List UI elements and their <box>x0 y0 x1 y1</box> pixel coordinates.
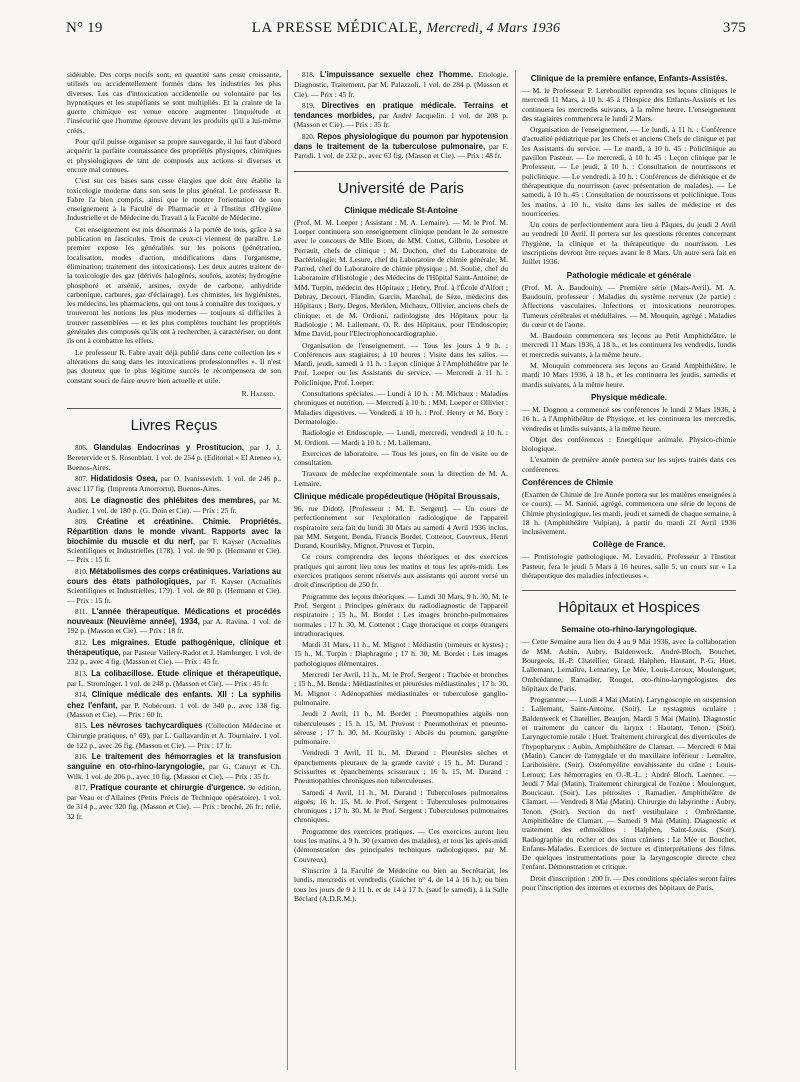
book-entry <box>67 638 281 667</box>
book-title: Les migraines. Etude pathogénique, clinique et thérapeutique, <box>67 637 281 658</box>
book-entry <box>67 721 281 750</box>
book-title: Le diagnostic des phlébites des membres, <box>91 495 256 505</box>
paragraph: — Protistologie pathologique. M. Levaditi, Professeur à l'Institut Pasteur, fera le jeudi 5 Mars à 16 heures, salle 5, un cours sur « La thérapeutique des maladies infectieuses ». <box>522 552 736 581</box>
book-title: Clinique médicale des enfants. XII : La syphilis chez l'enfant, <box>67 690 281 710</box>
paragraph: Samedi 4 Avril, 11 h., M. Durand : Tuberculoses pulmonaires aiguës; 16 h. 15, M. le Prof. Sergent : Tuberculoses pulmonaires chroniques ; 17 h. 30, M. le Prof. Sergent : Tuberculoses pulmonaires chroniques. <box>294 787 508 825</box>
book-number: 810. <box>75 567 88 576</box>
book-entry <box>67 567 281 605</box>
st-antoine-text <box>294 218 508 488</box>
paragraph: S'inscrire à la Faculté de Médecine ou bien au Secrétariat, les lundis, mercredis et vendredis (Guichet n° 4, de 14 à 16 h.); ou bien tous les jours de 9 à 11 h. et de 14 à 17 h. (sauf le samedi), à la Salle Béclard (A.D.R.M.). <box>294 865 508 903</box>
broussais-heading: Clinique médicale propédeutique (Hôpital Broussais, <box>294 491 500 501</box>
page-header <box>66 18 746 42</box>
broussais-text <box>294 504 508 903</box>
book-list <box>67 443 281 821</box>
book-details: par F. Parodi. 1 vol. de 232 p., avec 63 fig. (Masson et Cie). — Prix : 48 fr. <box>294 142 508 161</box>
paragraph: Consultations spéciales. — Lundi à 10 h. : M. Michaux : Maladies chroniques et nutrition. — Mercredi à 10 h. : MM. Loeper et Ollivier : Maladies digestives. — Vendredi à 10 h. : Prof. Henry et M. Bory : Dermatologie. <box>294 389 508 426</box>
book-details: Etiologie, Diagnostic, Traitement, par M. Palazzoli. 1 vol. de 284 p. (Masson et Cie). — Prix : 45 fr. <box>294 70 508 99</box>
book-details: par F. Kayser (Actualités Scientifiques et Industrielles (178). 1 vol. de 90 p. (Hermann et Cie). — Prix : 15 fr. <box>67 536 281 565</box>
paragraph: (Prof. M. M. Loeper ; Assistant : M. A. Lemaire). — M. le Prof. M. Loeper continuera son enseignement clinique pendant le 2e semestre avec le concours de Mlle Biom, de MM. Cottet, Gilbrin, Lesobre et Perrault, chefs de clinique ; M. Duchon, chef du Laboratoire de Bactériologie; M. Lesure, chef du Laboratoire de chimie générale; M. Parrod, chef du Laboratoire de chimie physique ; M. Soulié, chef du Laboratoire d'Histologie ; des Médecins de l'Hôpital Saint-Antoine; de MM. Turpin, médecin des Hôpitaux ; Henry, Prof. à l'École d'Alfort ; Debray, Decourt, Flandin, Garcin, Marchal, de Sèze, médecins des Hôpitaux ; Bory, Degos, Merklen, Michaux, Ollivier, anciens chefs de clinique; et de M. Ordioni, radiologiste des Hôpitaux pour la Radiologie ; M. Lallemant, O. R. des Hôpitaux, pour l'Endoscopie; Mme David, pour l'Electrophonocardiographie. <box>294 217 508 339</box>
paragraph: Un cours de perfectionnement aura lieu à Pâques, du jeudi 2 Avril au vendredi 10 Avril. Il portera sur les questions récentes concernant l'hygiène, la clinique et la thérapeutique du nourrisson. Les inscriptions devront être reçues avant le 8 Mars. Un autre sera fait en Juillet 1936. <box>522 220 736 267</box>
livres-recus-heading: Livres Reçus <box>67 408 281 435</box>
paragraph: Programme des exercices pratiques. — Ces exercices auront lieu tous les matins, à 9 h. 30 (examen des malades), et tous les après-midi (démonstration des principales techniques radiologiques, par M. Couvreux). <box>294 826 508 864</box>
book-details: 9e édition, par Veau et d'Allaines (Petits Précis de Technique opératoire). 1 vol. de 314 p., avec 320 fig. (Masson et Cie). — Prix : broché, 26 fr.; relié, 32 fr. <box>67 782 281 821</box>
paragraph: L'examen de première année portera sur les sujets traités dans ces conférences. <box>522 455 736 474</box>
book-number: 814. <box>75 691 88 700</box>
paragraph: — Cette Semaine aura lieu du 4 au 9 Mai 1936, avec la collaboration de MM. Aubin, Aubry, Baldenweck, André-Bloch, Bouchet, Bourgeois, H.-P. Chatellier, Girard, Halphen, Hautant, P.-G. Huet, Lallemant, Lemaître, Lemariey, Le Mée, Louis-Leroux, Moulonguet, Ombrédanne, Ramadier, Rouget, oto-rhino-laryngologistes des hôpitaux de Paris. <box>522 637 736 693</box>
paragraph: (Examen de Chimie de 1re Année portera sur les matières enseignées à ce cours). — M. Sannié, agrégé, commencera une série de leçons de Chimie physiologique, les mardi, jeudi et samedi de chaque semaine, à 18 h. (Amphithéâtre Vulpian), à partir du mardi 21 Avril 1936 inclusivement. <box>522 489 736 537</box>
book-entry <box>67 474 281 494</box>
book-entry <box>67 783 281 821</box>
column-left <box>67 70 281 1075</box>
page-number: 375 <box>722 20 746 36</box>
book-details: par André Jacquelin. 1 vol. de 208 p. (Masson et Cie). — Prix : 35 fr. <box>294 111 508 130</box>
book-number: 815. <box>75 722 88 731</box>
physique-heading: Physique médicale. <box>591 392 667 402</box>
book-title: Pratique courante et chirurgie d'urgence. <box>90 782 246 792</box>
book-list <box>294 70 508 161</box>
book-details: par Pasteur Vallery-Radot et J. Hamburger. 1 vol. de 232 p., avec 4 fig. (Masson et Cie). — Prix : 45 fr. <box>67 648 281 667</box>
book-title: Repos physiologique du poumon par hypotension dans le traitement de la tuberculose pulmonaire, <box>294 131 508 152</box>
book-number: 812. <box>75 638 88 647</box>
book-entry <box>294 70 508 99</box>
review-signature: R. Hazard. <box>241 388 275 398</box>
paragraph: 96, rue Didot). [Professeur : M. E. Sergent]. — Un cours de perfectionnement sur l'exploration radiologique de l'appareil respiratoire sera fait du lundi 30 Mars au samedi 4 Avril 1936 inclus, par MM. Sergent, Benda, Francis Bordet, Cottenot, Couvreux, Henri Durand, Kourilsky, Mignot, Pruvost et Turpin. <box>294 503 508 551</box>
column-right <box>522 70 736 1075</box>
book-details: par L. Strominger. 1 vol. de 248 p. (Masson et Cie). — Prix : 45 fr. <box>67 678 269 688</box>
book-details: par J. J. Beretervide et S. Rosenblatt. 1 vol. de 254 p. (Editorial « El Ateneo »), Buenos-Aires. <box>67 443 281 472</box>
column-rule <box>515 70 516 1070</box>
issue-date: Mercredi, 4 Mars 1936 <box>426 21 561 36</box>
universite-heading: Université de Paris <box>294 171 508 198</box>
column-rule <box>287 70 288 1070</box>
book-title: Les névroses tachycardiques <box>90 721 203 731</box>
paragraph: Programme des leçons théoriques. — Lundi 30 Mars, 9 h. 30, M. le Prof. Sergent : Principes généraux du radiodiagnostic de l'appareil respiratoire ; 15 h., M. Bordet : Les images broncho-pulmonaires normales ; 17 h. 30, M. Cottenot : Cage thoracique et corps étrangers intrathoraciques. <box>294 591 508 638</box>
paragraph: M. Mouquin commencera ses leçons au Grand Amphithéâtre, le mardi 10 Mars 1936, à 18 h., et les continuera les jeudis, samedis et mardis suivants, à la même heure. <box>522 361 736 389</box>
review-paragraph: Pour qu'il puisse organiser sa propre sauvegarde, il lui faut d'abord acquérir la parfaite connaissance des propriétés physiques, chimiques et physiologiques de tant de composés aux actions si diverses et encore mal connues. <box>67 137 281 174</box>
review-paragraph: Cet enseignement est mis désormais à la portée de tous, grâce à sa publication en fascicules. Trois de ceux-ci viennent de paraître. Le premier expose les généralités sur les poisons (pénétration, localisation, modes d'action, modifications dans l'organisme, élimination; traitement des intoxications). Les deux autres traitent de la toxicologie des gaz (dérivés halogénés, soufrés, azotés; hydrogène phosphoré et arsénié, arsines, oxyde de carbone, anhydride carbonique, carbures, gaz d'éclairage). Les chimistes, les hygiénistes, les médecins, les pharmaciens, qui ont tous à connaître des toxiques, y trouveront les notions les plus modernes — toujours si difficiles à trouver rassemblées — et les plus complètes touchant les propriétés générales des composés qu'ils ont à rechercher, à caractériser, ou dont ils ont à combattre les effets. <box>67 224 281 346</box>
chimie-heading: Conférences de Chimie <box>522 477 613 487</box>
st-antoine-heading: Clinique médicale St-Antoine <box>344 205 458 215</box>
book-entry <box>67 443 281 472</box>
paragraph: Radiologie et Endoscopie. — Lundi, mercredi, vendredi à 10 h. : M. Ordioni. — Mardi à 10 h. : M. Lallemant. <box>294 428 508 447</box>
college-heading: Collège de France. <box>592 540 666 550</box>
orl-text <box>522 637 736 892</box>
college-text <box>522 552 736 580</box>
paragraph: M. Baudouin commencera ses leçons au Petit Amphithéâtre, le mercredi 11 Mars 1936, à 18 h., et les continuera les vendredis, lundis et mercredis suivants, à la même heure. <box>522 331 736 359</box>
enfance-heading: Clinique de la première enfance, Enfants-Assistés. <box>530 74 728 83</box>
book-number: 817. <box>75 783 88 792</box>
book-entry <box>67 607 281 636</box>
book-details: (Collection Médecine et Chirurgie pratiques, n° 69), par L. Gallavardin et A. Tourniaire. 1 vol. de 122 p., avec 26 fig. (Masson et Cie). — Prix : 17 fr. <box>67 721 281 750</box>
book-title: L'année thérapeutique. Médications et procédés nouveaux (Neuvième année), 1934, <box>67 606 281 627</box>
book-number: 820. <box>302 132 315 141</box>
book-entry <box>294 132 508 161</box>
review-paragraph: C'est sur ces bases sans cesse élargies que doit être établie la toxicologie moderne dans son sens le plus général. Le professeur R. Fabre l'a bien compris, ainsi que le montre l'orientation de son enseignement à la Faculté de Pharmacie et à l'Institut d'Hygiène Industrielle et de Médecine du Travail à la Faculté de Médecine. <box>67 176 281 223</box>
book-number: 809. <box>75 518 88 527</box>
hopitaux-heading: Hôpitaux et Hospices <box>522 590 736 617</box>
paragraph: Mercredi 1er Avril, 11 h., M. le Prof. Sergent : Trachée et bronches ; 15 h., M. Benda : Médiastinites et pleurésies médiastinales ; 17 h. 30, M. Mignot : Adénopathies médiastinales et tuberculose ganglio-pulmonaire. <box>294 670 508 707</box>
review-paragraph: sidérable. Des corps nocifs sont, en quantité sans cesse croissante, utilisés ou accidentellement formés dans les industries les plus diverses. Les cas d'intoxication accidentelle ou volontaire par les hypnotiques et les stupéfiants se sont multipliés. Et la crainte de la guerre chimique est venue encore augmenter l'inquiétude et l'insécurité que l'homme éprouve devant les produits qu'il a lui-même créés. <box>67 70 281 135</box>
paragraph: Travaux de médecine expérimentale sous la direction de M. A. Lemaire. <box>294 469 508 488</box>
book-number: 806. <box>75 444 88 453</box>
book-details: par P. Nobécourt. 1 vol. de 340 p., avec 138 fig. (Masson et Cie). — Prix : 60 fr. <box>67 700 281 719</box>
book-title: Directives en pratique médicale. Terrains et tendances morbides, <box>294 100 508 121</box>
book-number: 808. <box>75 496 88 505</box>
paragraph: Organisation de l'enseignement. — Le lundi, à 11 h. : Conférence d'actualité pédiatrique par les Chefs et anciens Chefs de clinique et par les Assistants du service. — Le mardi, à 10 h. 45 : Policlinique au pavillon Pasteur. — Le mercredi, à 10 h. 45 : Leçon clinique par le Professeur. — Le jeudi, à 10 h. : Consultation de nourrissons et policlinique. — Le vendredi, à 10 h. : Conférences de diététique et de thérapeutique du nourrisson (avec présentation de malades). — Le samedi, à 10 h. 45 : Consultation de nourrissons et policlinique. Tous les matins, à 10 h., visite dans les salles de médecine et des nourriceries. <box>522 125 736 218</box>
paragraph: Jeudi 2 Avril, 11 h., M. Bordet : Pneumopathies aiguës non tuberculeuses ; 15 h. 15, M. Pruvost : Pneumothorax et pneumo-séreuse ; 17 h. 30, M. Kourilsky : Abcès du poumon, gangrène pulmonaire. <box>294 709 508 747</box>
book-number: 818. <box>302 71 315 79</box>
book-title: Hidatidosis Osea, <box>90 473 158 483</box>
book-title: Créatine et créatinine. Chimie. Propriétés. Répartition dans le monde vivant. Rapports avec la biochimie du muscle et du nerf, <box>67 517 281 546</box>
paragraph: Programme. — Lundi 4 Mai (Matin). Laryngoscopie en suspension : Lallemant, Saint-Antoine. (Soir). Le nystagmus oculaire : Baldenweck et Chatellier, Beaujon. Mardi 5 Mai (Matin). Diagnostic et traitement du cancer du larynx : Hautant, Tenon. (Soir). Laryngectomie totale : Huet. Traitement chirurgical des diverticules de l'hypopharynx : Aubin, Amphithéâtre de Clamart. — Mercredi 6 Mai (Matin). Cancer de l'amygdale et du maxillaire inférieur : Lemaître, Lariboisière. (Soir). Ostéomyélite envahissante du crâne : Louis-Leroux; Les hémorragies en O.-R.-L. : André Bloch, Laennec. — Jeudi 7 Mai (Matin). Traitement chirurgical de l'ozène : Moulonguet, Boucicaut. (Soir). Les pétrosites : Ramadier, Amphithéâtre de Clamart. — Vendredi 8 Mai (Matin). Chirurgie du labyrinthe : Aubry, Tenon. (Soir). Section du nerf vestibulaire : Ombrédanne, Amphithéâtre de Clamart. — Samedi 9 Mai (Matin). Diagnostic et traitement des ethmoïdites : Halphen, Saint-Louis. (Soir). Radiographie du rocher et des sinus crâniens : Le Mée et Bouchet, Enfants-Malades. Exercices de lecture et d'interprétations des films. De quelques instrumentations pour la laryngoscopie directe chez l'enfant. Démonstration et critique. <box>522 695 736 872</box>
book-details: par A. Ravina. 1 vol. de 192 p. (Masson et Cie). — Prix : 18 fr. <box>67 617 281 636</box>
book-number: 813. <box>75 669 88 678</box>
book-number: 811. <box>75 607 88 616</box>
physique-text <box>522 405 736 474</box>
paragraph: — M. le Professeur P. Lereboullet reprendra ses leçons cliniques le mercredi 11 Mars, à 10 h. 45 à l'Hospice des Enfants-Assistés et les continuera les mercredis suivants, à la même heure. L'enseignement des stagiaires commencera le lundi 2 Mars. <box>522 86 736 123</box>
paragraph: Objet des conférences : Energétique animale. Physico-chimie biologique. <box>522 434 736 454</box>
issue-number: N° 19 <box>66 20 103 36</box>
enfance-text <box>522 86 736 267</box>
paragraph: Organisation de l'enseignement. — Tous les jours à 9 h. : Conférences aux stagiaires; à 10 heures : Visite dans les salles. — Mardi, jeudi, samedi à 11 h. : Leçon clinique à l'Amphithéâtre par le Prof. Loeper ou les Assistants du service. — Mercredi à 11 h. : Policlinique, Prof. Loeper. <box>294 340 508 387</box>
paragraph: (Prof. M. A. Baudouin). — Première série (Mars-Avril). M. A. Baudouin, professeur : Maladies du système nerveux (2e partie) : Affections vasculaires. Infections et intoxications neurotropes. Tumeurs cérébrales et médullaires. — M. Mouquin, agrégé : Maladies du cœur et de l'aorte. <box>522 282 736 329</box>
book-details: par F. Kayser (Actualités Scientifiques et Industrielles, 179). 1 vol. de 80 p. (Hermann et Cie). — Prix : 15 fr. <box>67 576 281 605</box>
paragraph: — M. Dognon a commencé ses conférences le lundi 2 Mars 1936, à 16 h., à l'Amphithéâtre de Physique, et les continuera les mercredis, vendredis et lundis suivants, à la même heure. <box>522 404 736 433</box>
paragraph: Mardi 31 Mars, 11 h., M. Mignot : Médiastin (tumeurs et kystes) ; 15 h., M. Turpin : Diaphragme ; 17 h. 30, M. Bordet : Les images pathologiques élémentaires. <box>294 640 508 668</box>
pathologie-text <box>522 283 736 389</box>
masthead <box>66 20 746 37</box>
book-number: 819. <box>302 101 315 110</box>
book-entry <box>67 669 281 689</box>
paragraph: Vendredi 3 Avril, 11 h., M. Durand : Pleurésies sèches et épanchements pleuraux de la grande cavité ; 15 h., M. Durand : Scissurites et épanchements scissuraux ; 16 h. 15, M. Durand : Pneumopathies chroniques non tuberculeuses. <box>294 748 508 786</box>
book-number: 816. <box>75 753 88 761</box>
paragraph: Ce cours comprendra des leçons théoriques et des exercices pratiques qui auront lieu tous les matins et tous les après-midi. Les exercices pratiques seront réservés aux assistants qui auront versé un droit d'inscription de 250 fr. <box>294 552 508 590</box>
paragraph: Droit d'inscription : 200 fr. — Des conditions spéciales seront faites pour l'inscription des internes et externes des hôpitaux de Paris. <box>522 873 736 893</box>
book-entry <box>294 101 508 130</box>
column-middle <box>294 70 508 1075</box>
pathologie-heading: Pathologie médicale et générale <box>566 270 692 280</box>
book-title: Glandulas Endocrinas y Prostitucion, <box>93 443 245 453</box>
book-title: La colibacillose. Etude clinique et thérapeutique, <box>91 668 281 678</box>
book-title: L'impuissance sexuelle chez l'homme. <box>320 70 474 79</box>
book-number: 807. <box>75 474 88 483</box>
journal-name: LA PRESSE MÉDICALE, <box>251 20 423 36</box>
book-title: Le traitement des hémorragies et la transfusion sanguine en oto-rhino-laryngologie, <box>67 752 281 772</box>
paragraph: Exercices de laboratoire. — Tous les jours, en fin de visite ou de consultation. <box>294 448 508 468</box>
book-entry <box>67 517 281 564</box>
book-details: par O. Ivanissevich. 1 vol. de 246 p., avec 117 fig. (Imprenta Amorrortu), Buenos-Aires. <box>67 473 281 494</box>
book-entry <box>67 752 281 781</box>
book-entry <box>67 690 281 719</box>
chimie-text <box>522 490 736 536</box>
book-details: par G. Canuyt et Ch. Wilk. 1 vol. de 206 p., avec 10 fig. (Masson et Cie). — Prix : 35 fr. <box>67 762 281 781</box>
review-paragraph: Le professeur R. Fabre avait déjà publié dans cette collection les « altérations du sang dans les intoxications professionnelles ». Il n'est pas douteux que le plus légitime succès le récompensera de son constant souci de faire œuvre bien actuelle et utile. <box>67 347 281 385</box>
book-title: Métabolismes des corps créatiniques. Variations au cours des états pathologiques, <box>67 566 281 586</box>
book-entry <box>67 496 281 516</box>
orl-heading: Semaine oto-rhino-laryngologique. <box>561 625 697 635</box>
book-details: par M. Audier. 1 vol. de 180 p. (G. Doin et Cie). — Prix : 25 fr. <box>67 495 281 515</box>
